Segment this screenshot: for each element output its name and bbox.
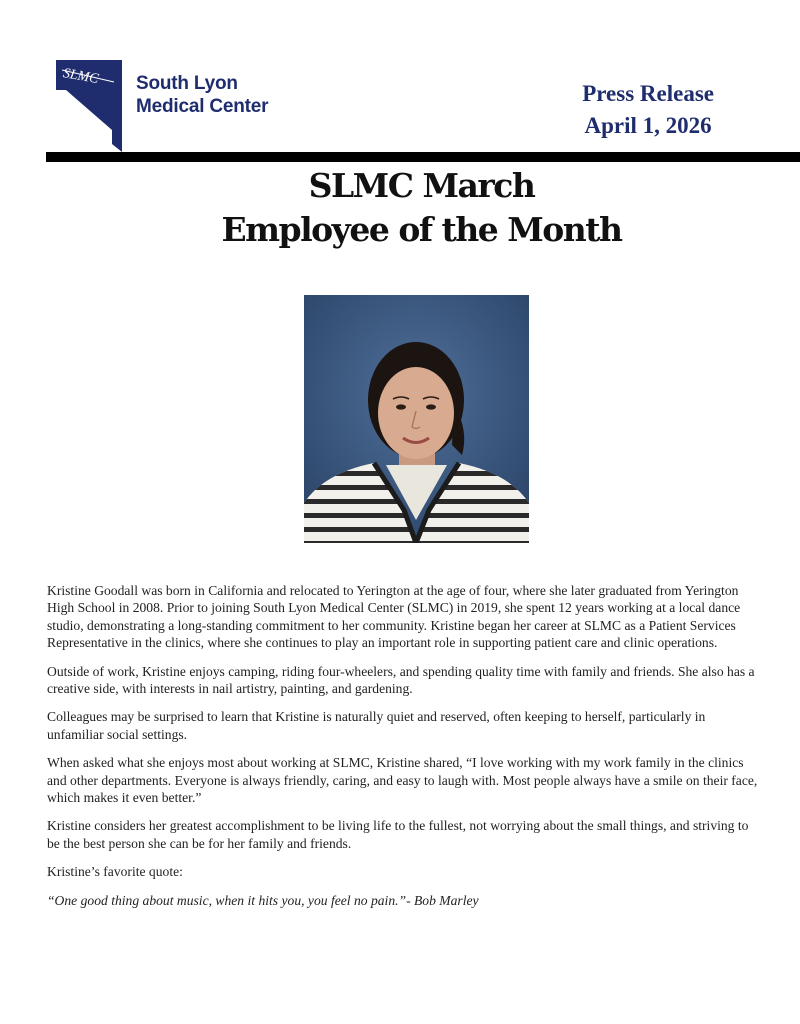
title-line2: Employee of the Month (221, 210, 622, 249)
article-paragraph: Kristine’s favorite quote: (47, 864, 183, 880)
press-release-block (582, 78, 714, 142)
article-paragraph: Kristine Goodall was born in California and relocated to Yerington at the age of four, where she later graduated from Yerington High School in 2008. Prior to joining South Lyon Medical Center (SLMC) in 2019, she spent 12 years working at a local dance studio, demonstrating a long-standing commitment to her community. Kristine began her career at SLMC as a Patient Services Representative in the clinics, where she continues to play an important role in supporting patient care and clinic operations. (47, 583, 741, 651)
page-title (0, 164, 800, 252)
press-release-label: Press Release (582, 81, 714, 106)
article-paragraph: Kristine considers her greatest accomplishment to be living life to the fullest, not worrying about the small things, and striving to be the best person she can be for her family and friends. (47, 818, 749, 851)
favorite-quote: “One good thing about music, when it hits you, you feel no pain.”- Bob Marley (47, 892, 479, 908)
release-date: April 1, 2026 (584, 113, 712, 138)
article-paragraph: When asked what she enjoys most about working at SLMC, Kristine shared, “I love working with my work family in the clinics and other departments. Everyone is always friendly, caring, and easy to laugh with. Most people always have a smile on their face, which makes it even better.” (47, 755, 758, 806)
organization-name (136, 72, 268, 118)
header-divider (46, 152, 800, 162)
logo-star-icon (65, 91, 68, 94)
slmc-logo (56, 60, 122, 152)
title-line1: SLMC March (308, 166, 535, 205)
article-paragraph: Outside of work, Kristine enjoys camping, riding four-wheelers, and spending quality time with family and friends. She also has a creative side, with interests in nail artistry, painting, and gardening. (47, 663, 755, 697)
svg-text:SLMC: SLMC (61, 66, 100, 88)
article-body (47, 582, 759, 920)
org-name-line2: Medical Center (136, 96, 269, 117)
org-name-line1: South Lyon (136, 73, 238, 94)
article-paragraph: Colleagues may be surprised to learn that Kristine is naturally quiet and reserved, often keeping to herself, particularly in unfamiliar social settings. (47, 709, 706, 742)
employee-photo (304, 295, 529, 543)
